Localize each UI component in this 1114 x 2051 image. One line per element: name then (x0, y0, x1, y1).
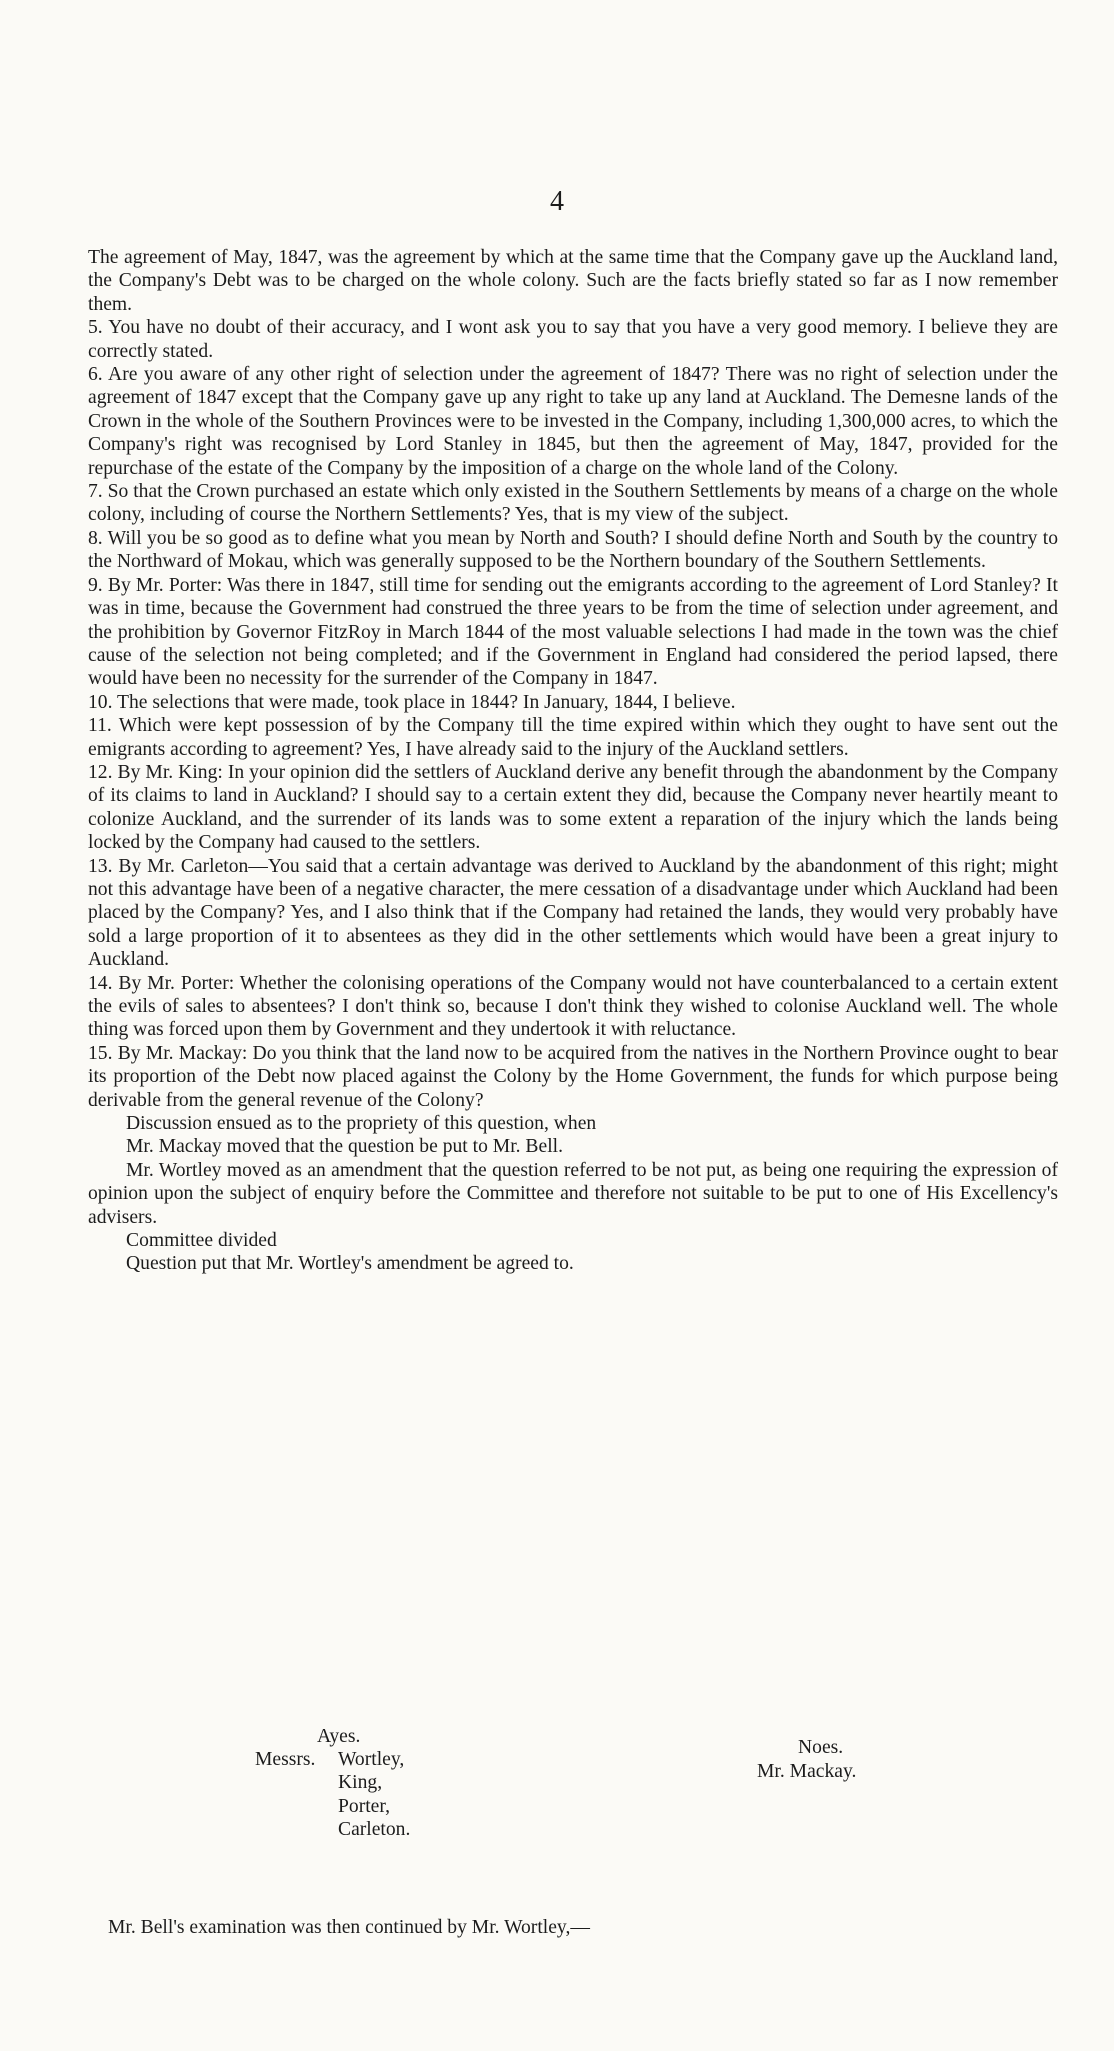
ayes-prefix: Messrs. (255, 1749, 316, 1770)
division-committee: Committee divided (126, 1230, 277, 1252)
proceeding-discussion: Discussion ensued as to the propriety of this question, when (126, 1113, 597, 1135)
division-question: Question put that Mr. Wortley's amendment be agreed to. (126, 1253, 574, 1275)
page-number: 4 (550, 186, 564, 217)
question-6: 6. Are you aware of any other right of selection under the agreement of 1847? There was no right of selection under the agreement of 1847 except that the Company gave up any right to take up any land at Auckland. The Demesne lands of the Crown in the whole of the Southern Provinces were to be invested in the Company, including 1,300,000 acres, to which the Company's right was recognised by Lord Stanley in 1845, but then the agreement of May, 1847, provided for the repurchase of the estate of the Company by the imposition of a charge on the whole land of the Colony. (88, 364, 1058, 479)
closing-line: Mr. Bell's examination was then continued by Mr. Wortley,— (108, 1917, 590, 1938)
question-14: 14. By Mr. Porter: Whether the colonising operations of the Company would not have counterbalanced to a certain extent the evils of sales to absentees? I don't think so, because I don't think they wished to colonise Auckland well. The whole thing was forced upon them by Government and they undertook it with reluctance. (88, 972, 1058, 1041)
ayes-list (338, 1748, 410, 1842)
question-12: 12. By Mr. King: In your opinion did the settlers of Auckland derive any benefit through the abandonment by the Company of its claims to land in Auckland? I should say to a certain extent they did, because the Company never heartily meant to colonize Auckland, and the surrender of its lands was to some extent a reparation of the injury which the lands being locked by the Company had caused to the settlers. (88, 761, 1058, 854)
question-8: 8. Will you be so good as to define what you mean by North and South? I should define North and South by the country to the Northward of Mokau, which was generally supposed to be the Northern boundary of the Southern Settlements. (88, 527, 1058, 573)
noe-name: Mr. Mackay. (757, 1761, 857, 1782)
aye-name: King, (338, 1772, 383, 1794)
paragraph-intro: The agreement of May, 1847, was the agreement by which at the same time that the Company gave up the Auckland land, the Company's Debt was to be charged on the whole colony. Such are the facts briefly stated so far as I now remember them. (88, 247, 1058, 315)
division-vote (0, 1725, 1114, 1845)
aye-name: Carleton. (338, 1819, 411, 1841)
question-15: 15. By Mr. Mackay: Do you think that the land now to be acquired from the natives in the Northern Province ought to bear its proportion of the Debt now placed against the Colony by the Home Government, the funds for which purpose being derivable from the general revenue of the Colony? (88, 1042, 1058, 1111)
question-5: 5. You have no doubt of their accuracy, and I wont ask you to say that you have a very good memory. I believe they are correctly stated. (88, 317, 1058, 362)
proceeding-motion: Mr. Mackay moved that the question be put to Mr. Bell. (126, 1136, 563, 1158)
proceeding-amendment: Mr. Wortley moved as an amendment that the question referred to be not put, as being one requiring the expression of opinion upon the subject of enquiry before the Committee and therefore not suitable to be put to one of His Excellency's advisers. (88, 1159, 1058, 1228)
question-11: 11. Which were kept possession of by the Company till the time expired within which they ought to have sent out the emigrants according to agreement? Yes, I have already said to the injury of the Auckland settlers. (88, 715, 1058, 760)
noes-list (757, 1760, 856, 1783)
question-9: 9. By Mr. Porter: Was there in 1847, still time for sending out the emigrants according to the agreement of Lord Stanley? It was in time, because the Government had construed the three years to be from the time of selection under agreement, and the prohibition by Governor FitzRoy in March 1844 of the most valuable selections I had made in the town was the chief cause of the selection not being completed; and if the Government in England had considered the period lapsed, there would have been no necessity for the surrender of the Company in 1847. (88, 574, 1058, 690)
aye-name: Wortley, (338, 1749, 405, 1770)
noes-label: Noes. (798, 1737, 844, 1758)
question-13: 13. By Mr. Carleton—You said that a certain advantage was derived to Auckland by the abandonment of this right; might not this advantage have been of a negative character, the mere cessation of a disadvantage under which Auckland had been placed by the Company? Yes, and I also think that if the Company had retained the lands, they would very probably have sold a large proportion of it to absentees as they did in the other settlements which would have been a great injury to Auckland. (88, 855, 1058, 971)
aye-name: Porter, (338, 1795, 390, 1817)
question-7: 7. So that the Crown purchased an estate which only existed in the Southern Settlements by means of a charge on the whole colony, including of course the Northern Settlements? Yes, that is my view of the subject. (88, 481, 1058, 526)
question-10: 10. The selections that were made, took place in 1844? In January, 1844, I believe. (88, 691, 736, 713)
examination-text (88, 246, 1058, 1276)
ayes-label: Ayes. (317, 1726, 361, 1747)
